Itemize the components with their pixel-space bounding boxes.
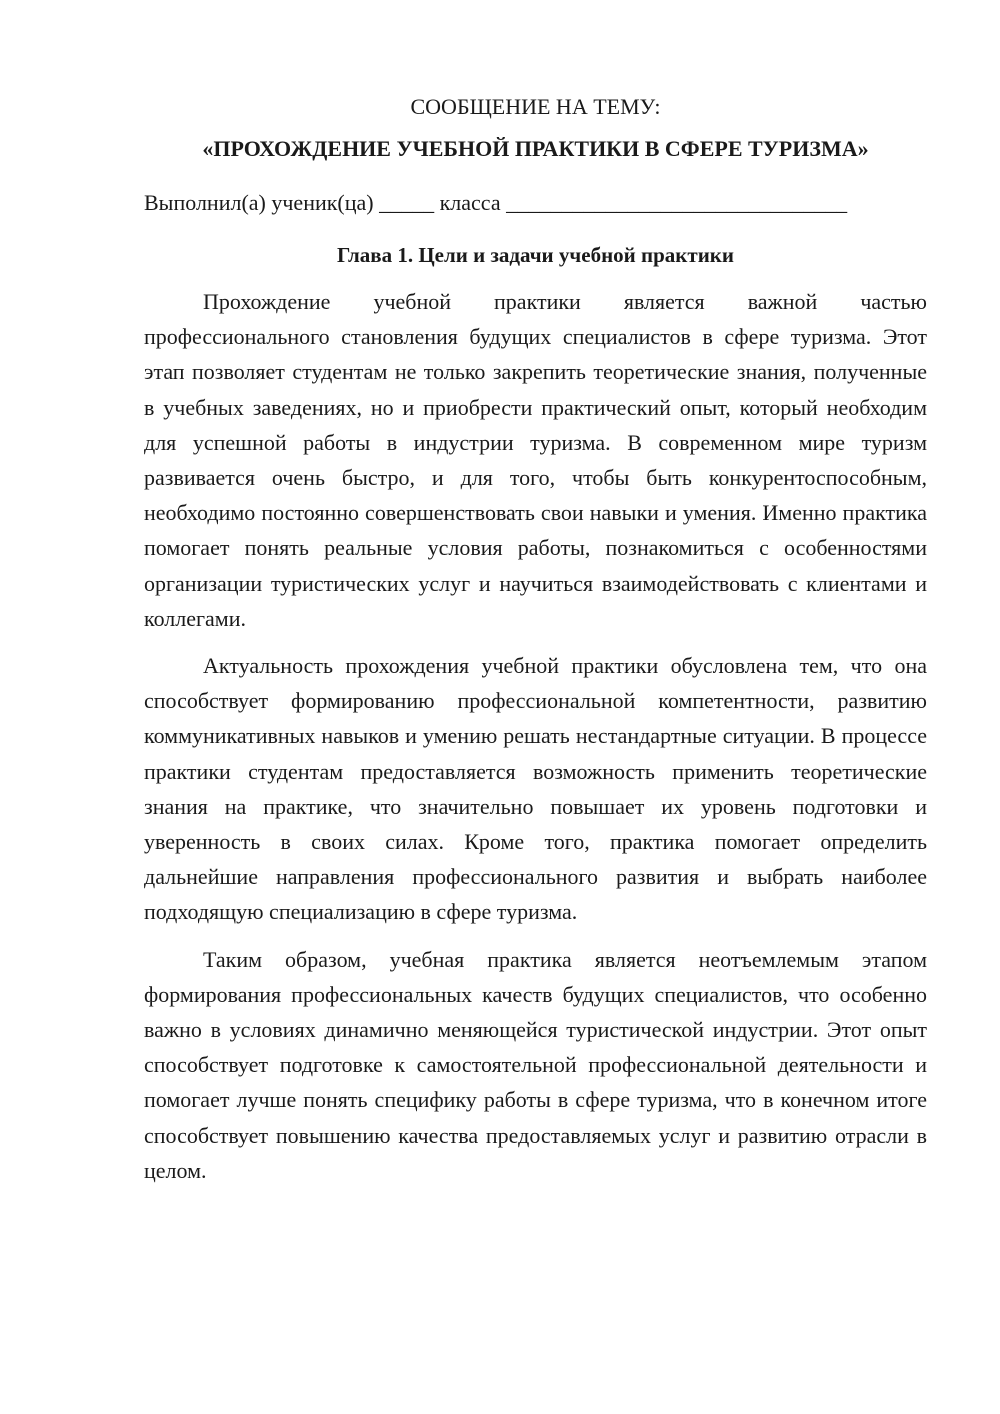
document-heading-line-1: СООБЩЕНИЕ НА ТЕМУ: [410, 94, 661, 119]
paragraph-2: Актуальность прохождения учебной практики обусловлена тем, что она способствует формированию профессиональной компетентности, развитию коммуникативных навыков и умению решать нестандартные ситуации. В процессе практики студентам предоставляется возможность применить теоретические знания на практике, что значительно повышает их уровень подготовки и уверенность в своих силах. Кроме того, практика помогает определить дальнейшие направления профессионального развития и выбрать наиболее подходящую специализацию в сфере туризма. [144, 653, 927, 925]
paragraph-3: Таким образом, учебная практика является неотъемлемым этапом формирования профессиональных качеств будущих специалистов, что особенно важно в условиях динамично меняющейся туристической индустрии. Этот опыт способствует подготовке к самостоятельной профессиональной деятельности и помогает лучше понять специфику работы в сфере туризма, что в конечном итоге способствует повышению качества предоставляемых услуг и развитию отрасли в целом. [144, 946, 927, 1183]
chapter-title: Глава 1. Цели и задачи учебной практики [336, 243, 735, 267]
document-title: «ПРОХОЖДЕНИЕ УЧЕБНОЙ ПРАКТИКИ В СФЕРЕ ТУРИЗМА» [202, 136, 869, 161]
document-page [144, 92, 927, 1200]
paragraph-1: Прохождение учебной практики является важной частью профессионального становления будущих специалистов в сфере туризма. Этот этап позволяет студентам не только закрепить теоретические знания, полученные в учебных заведениях, но и приобрести практический опыт, который необходим для успешной работы в индустрии туризма. В современном мире туризм развивается очень быстро, и для того, чтобы быть конкурентоспособным, необходимо постоянно совершенствовать свои навыки и умения. Именно практика помогает понять реальные условия работы, познакомиться с особенностями организации туристических услуг и научиться взаимодействовать с клиентами и коллегами. [144, 289, 927, 631]
author-line: Выполнил(а) ученик(ца) _____ класса _______________________________ [144, 190, 848, 215]
